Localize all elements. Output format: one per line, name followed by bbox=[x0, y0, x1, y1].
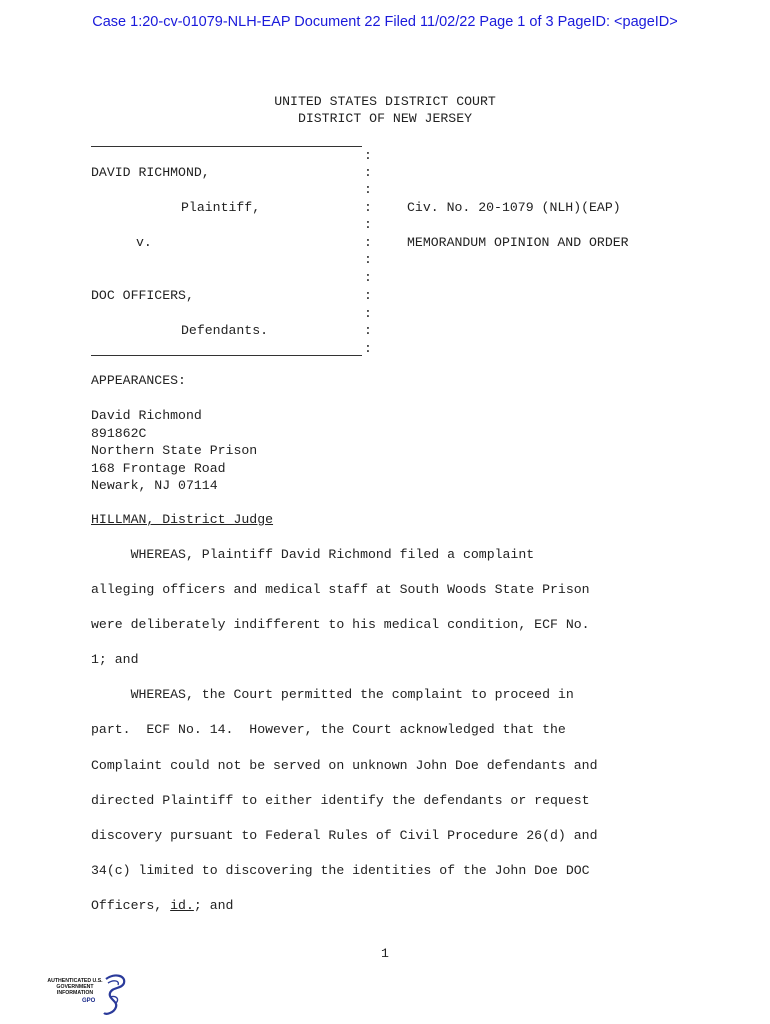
caption-colon: : bbox=[364, 235, 372, 250]
caption-colon: : bbox=[364, 217, 372, 232]
body-line: discovery pursuant to Federal Rules of Civil Procedure 26(d) and bbox=[91, 828, 598, 843]
case-header: Case 1:20-cv-01079-NLH-EAP Document 22 Filed 11/02/22 Page 1 of 3 PageID: <pageID> bbox=[92, 14, 678, 30]
id-citation: id. bbox=[170, 898, 194, 913]
body-text: Officers, bbox=[91, 898, 171, 913]
body-line: WHEREAS, the Court permitted the complaint to proceed in bbox=[91, 687, 574, 702]
body-line: 34(c) limited to discovering the identities of the John Doe DOC bbox=[91, 863, 590, 878]
eagle-icon bbox=[102, 973, 128, 1017]
appearance-line: David Richmond bbox=[91, 408, 202, 423]
caption-colon: : bbox=[364, 323, 372, 338]
caption-colon: : bbox=[364, 341, 372, 356]
document-title: MEMORANDUM OPINION AND ORDER bbox=[407, 235, 629, 250]
body-line: WHEREAS, Plaintiff David Richmond filed a complaint bbox=[91, 547, 535, 562]
body-line: Complaint could not be served on unknown John Doe defendants and bbox=[91, 758, 598, 773]
body-line: directed Plaintiff to either identify the defendants or request bbox=[91, 793, 590, 808]
plaintiff-label: Plaintiff, bbox=[181, 200, 261, 215]
body-line: part. ECF No. 14. However, the Court acknowledged that the bbox=[91, 722, 566, 737]
caption-colon: : bbox=[364, 306, 372, 321]
gpo-authentication-logo bbox=[44, 973, 134, 1019]
caption-bottom-rule bbox=[91, 355, 362, 356]
court-name: UNITED STATES DISTRICT COURT bbox=[274, 94, 496, 109]
caption-colon: : bbox=[364, 252, 372, 267]
versus: v. bbox=[136, 235, 152, 250]
page-number: 1 bbox=[381, 946, 389, 961]
body-line-last bbox=[91, 898, 233, 913]
caption-top-rule bbox=[91, 146, 362, 147]
caption-colon: : bbox=[364, 182, 372, 197]
appearance-line: Newark, NJ 07114 bbox=[91, 478, 218, 493]
caption-colon: : bbox=[364, 288, 372, 303]
gpo-logo-text: AUTHENTICATED U.S. GOVERNMENT INFORMATION bbox=[47, 978, 103, 996]
caption-colon: : bbox=[364, 165, 372, 180]
court-district: DISTRICT OF NEW JERSEY bbox=[297, 111, 473, 126]
plaintiff-name: DAVID RICHMOND, bbox=[91, 165, 210, 180]
appearance-line: Northern State Prison bbox=[91, 443, 258, 458]
defendant-name: DOC OFFICERS, bbox=[91, 288, 194, 303]
judge-heading: HILLMAN, District Judge bbox=[91, 512, 274, 527]
body-line: alleging officers and medical staff at South Woods State Prison bbox=[91, 582, 590, 597]
appearances-heading: APPEARANCES: bbox=[91, 373, 186, 388]
caption-colon: : bbox=[364, 270, 372, 285]
body-line: 1; and bbox=[91, 652, 139, 667]
appearance-line: 168 Frontage Road bbox=[91, 461, 226, 476]
body-line: were deliberately indifferent to his medical condition, ECF No. bbox=[91, 617, 590, 632]
civil-number: Civ. No. 20-1079 (NLH)(EAP) bbox=[407, 200, 621, 215]
appearance-line: 891862C bbox=[91, 426, 147, 441]
caption-colon: : bbox=[364, 148, 372, 163]
defendant-label: Defendants. bbox=[181, 323, 269, 338]
body-text: ; and bbox=[193, 898, 234, 913]
caption-colon: : bbox=[364, 200, 372, 215]
gpo-logo-mark: GPO bbox=[82, 998, 96, 1004]
